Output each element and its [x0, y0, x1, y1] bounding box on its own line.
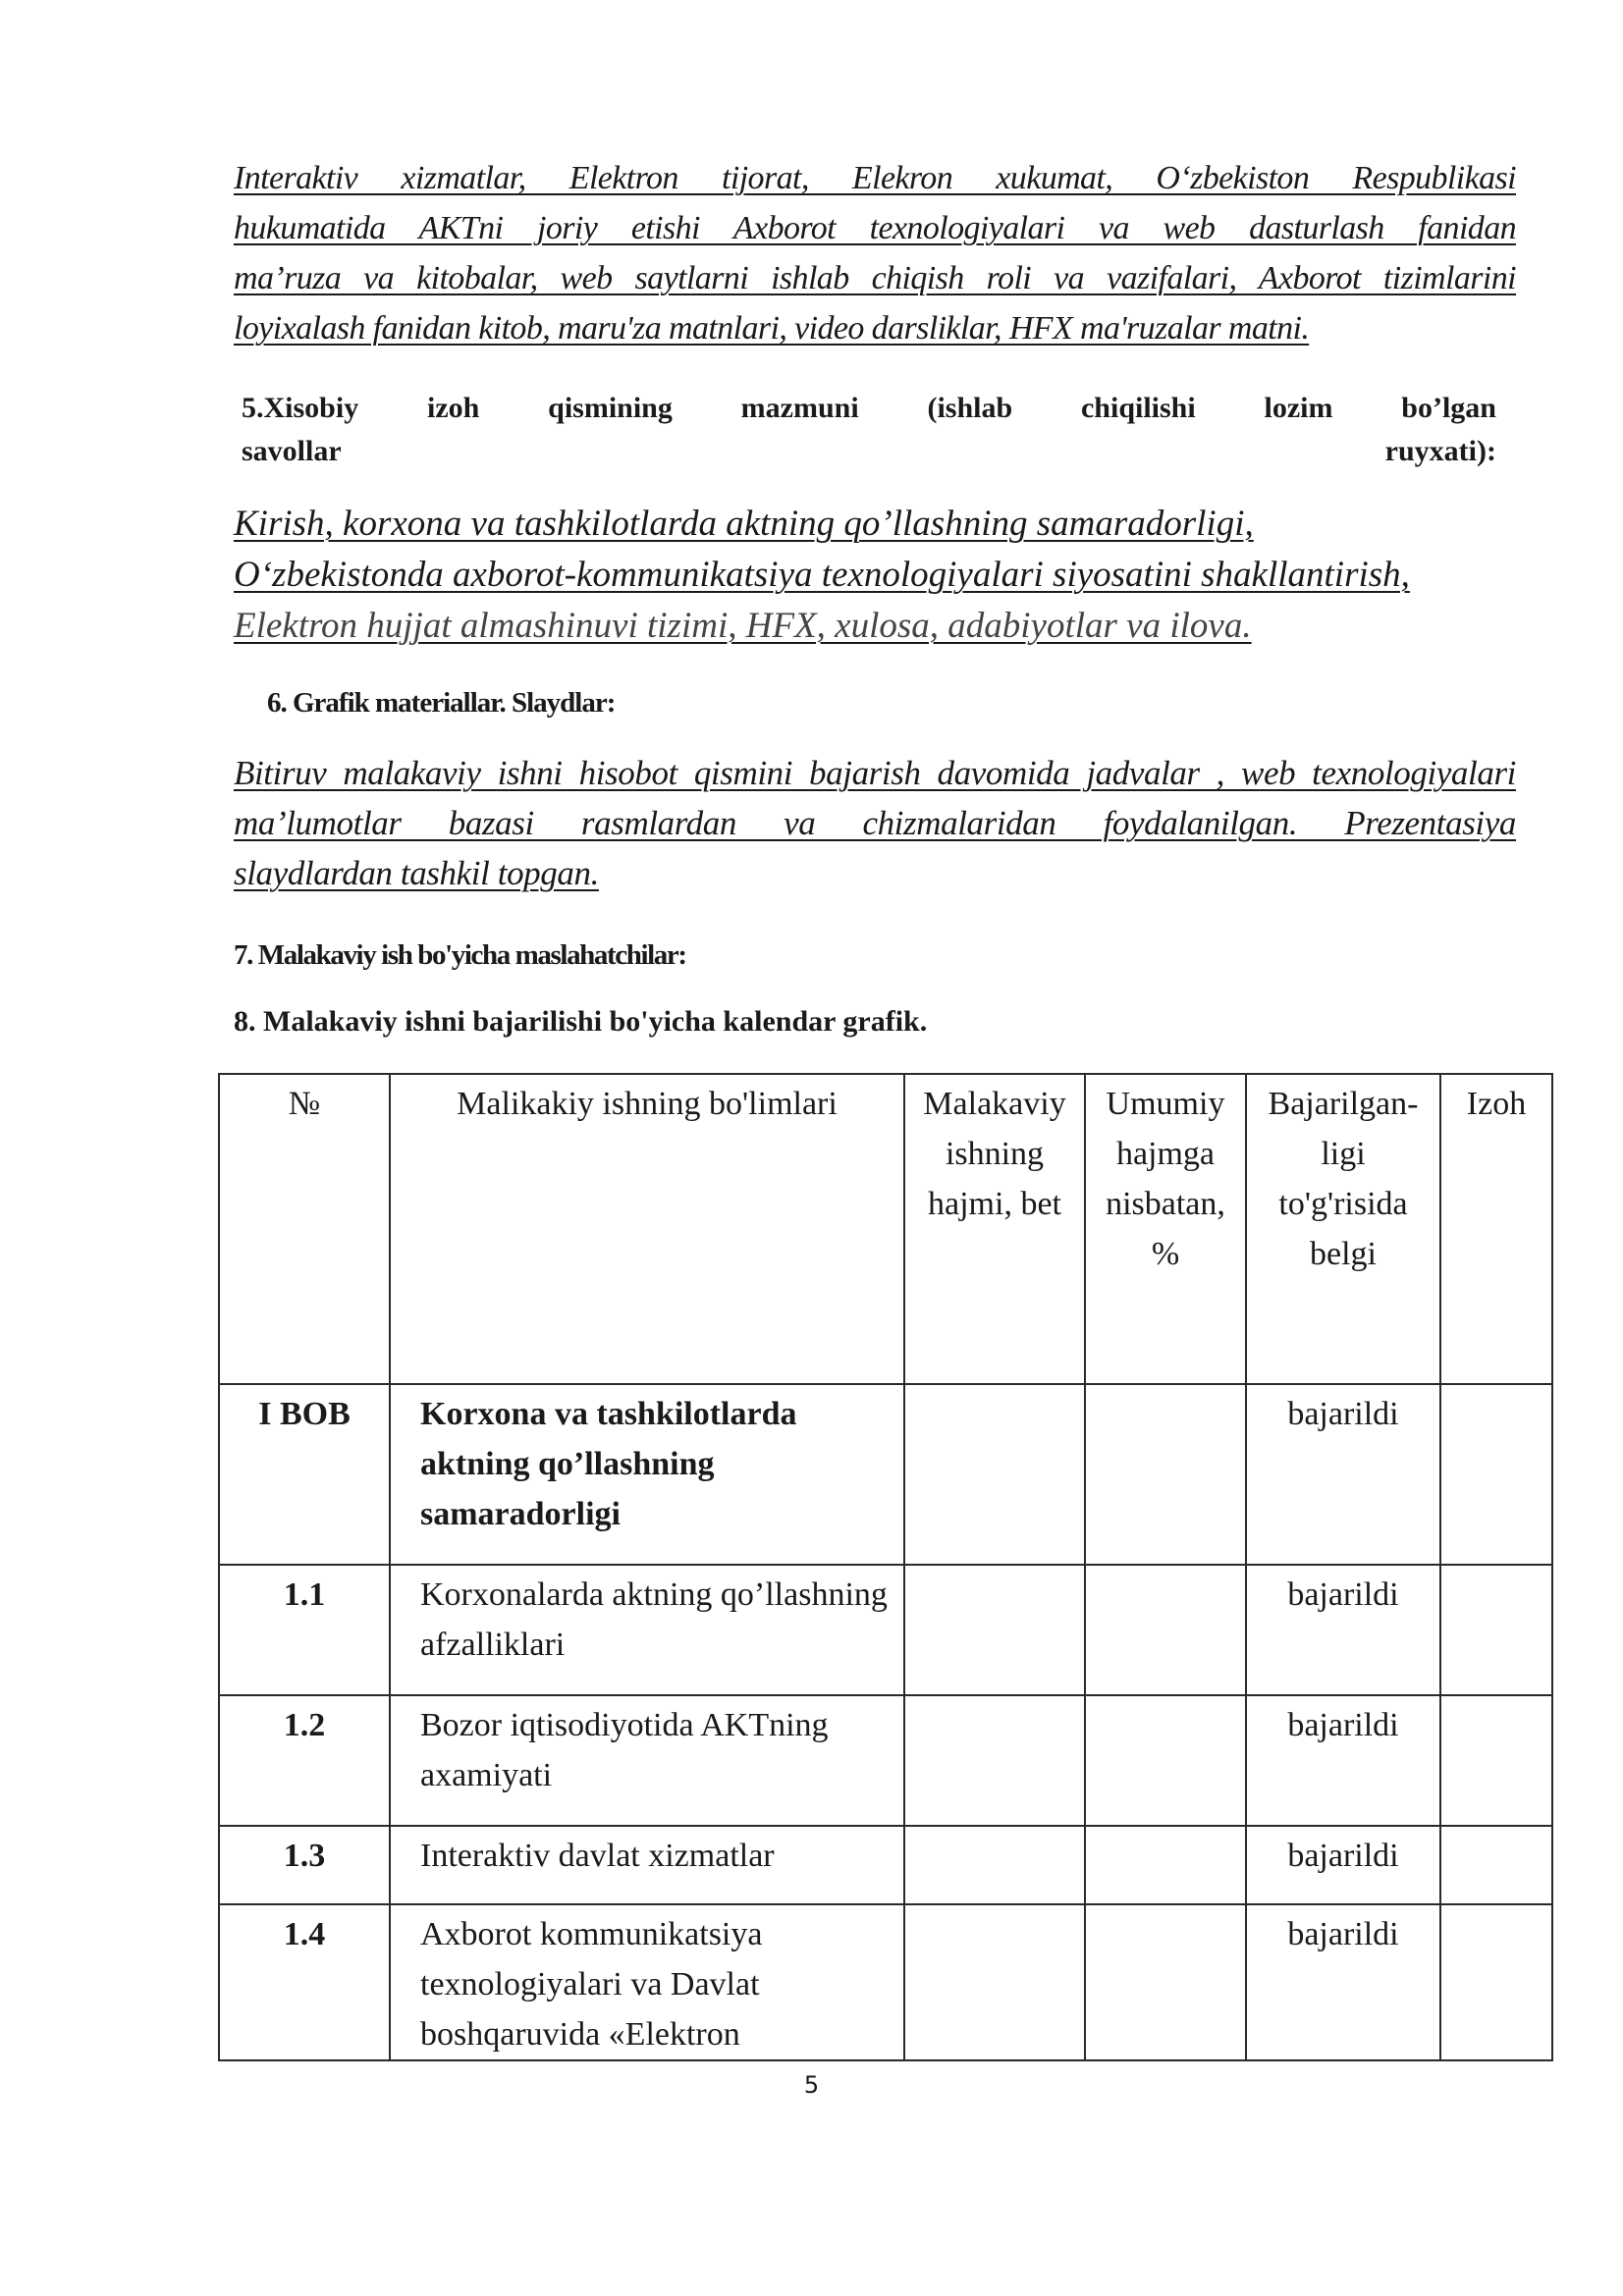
- row-title: Interaktiv davlat xizmatlar: [390, 1826, 904, 1904]
- row-number: 1.1: [219, 1565, 390, 1695]
- header-note: Izoh: [1440, 1074, 1552, 1384]
- row-number: I BOB: [219, 1384, 390, 1565]
- section-6-line-2: ma’lumotlar bazasi rasmlardan va chizmalaridan foydalanilgan. Prezentasiya: [234, 804, 1516, 842]
- literature-paragraph: [234, 153, 1516, 353]
- row-status: bajarildi: [1246, 1904, 1440, 2060]
- table-row: [219, 1565, 1552, 1695]
- section-7-heading: 7. Malakaviy ish bo'yicha maslahatchilar:: [234, 939, 686, 971]
- table-row: [219, 1826, 1552, 1904]
- table-row: [219, 1384, 1552, 1565]
- row-note: [1440, 1904, 1552, 2060]
- row-note: [1440, 1384, 1552, 1565]
- section-5-heading-line-1: 5.Xisobiy izoh qismining mazmuni (ishlab chiqilishi lozim bo’lgan: [242, 392, 1496, 424]
- calendar-table: [218, 1073, 1553, 2061]
- section-6-heading: 6. Grafik materiallar. Slaydlar:: [267, 687, 616, 719]
- section-6-line-3: slaydlardan tashkil topgan.: [234, 854, 599, 892]
- literature-line-3: ma’ruza va kitobalar, web saytlarni ishlab chiqish roli va vazifalari, Axborot tizimlarini: [234, 260, 1516, 296]
- row-percent: [1085, 1565, 1246, 1695]
- table-header-row: [219, 1074, 1552, 1384]
- section-5-line-1: Kirish, korxona va tashkilotlarda aktning qo’llashning samaradorligi,: [234, 504, 1254, 544]
- section-5-line-3: Elektron hujjat almashinuvi tizimi, HFX, xulosa, adabiyotlar va ilova.: [234, 606, 1252, 646]
- page-number: 5: [803, 2071, 820, 2099]
- row-percent: [1085, 1695, 1246, 1826]
- table-row: [219, 1904, 1552, 2060]
- row-status: bajarildi: [1246, 1384, 1440, 1565]
- row-volume: [904, 1384, 1085, 1565]
- row-title: Korxonalarda aktning qo’llashning afzalliklari: [390, 1565, 904, 1695]
- row-percent: [1085, 1826, 1246, 1904]
- row-status: bajarildi: [1246, 1826, 1440, 1904]
- literature-line-4: loyixalash fanidan kitob, maru'za matnlari, video darsliklar, HFX ma'ruzalar matni.: [234, 310, 1310, 347]
- row-title: Bozor iqtisodiyotida AKTning axamiyati: [390, 1695, 904, 1826]
- row-note: [1440, 1695, 1552, 1826]
- section-5-content: [234, 499, 1540, 652]
- literature-line-1: Interaktiv xizmatlar, Elektron tijorat, Elekron xukumat, O‘zbekiston Respublikasi: [234, 160, 1516, 196]
- row-number: 1.4: [219, 1904, 390, 2060]
- row-status: bajarildi: [1246, 1695, 1440, 1826]
- row-status: bajarildi: [1246, 1565, 1440, 1695]
- row-note: [1440, 1565, 1552, 1695]
- row-title: Axborot kommunikatsiya texnologiyalari va Davlat boshqaruvida «Elektron: [390, 1904, 904, 2060]
- header-done: Bajarilgan-ligi to'g'risida belgi: [1246, 1074, 1440, 1384]
- header-number: №: [219, 1074, 390, 1384]
- header-percent: Umumiy hajmga nisbatan, %: [1085, 1074, 1246, 1384]
- section-5-heading-line-2: savollar ruyxati):: [242, 435, 1496, 467]
- header-volume: Malakaviy ishning hajmi, bet: [904, 1074, 1085, 1384]
- section-6-line-1: Bitiruv malakaviy ishni hisobot qismini bajarish davomida jadvalar , web texnologiyalari: [234, 754, 1516, 792]
- table-row: [219, 1695, 1552, 1826]
- section-5-line-2: O‘zbekistonda axborot-kommunikatsiya texnologiyalari siyosatini shakllantirish,: [234, 555, 1410, 595]
- row-volume: [904, 1565, 1085, 1695]
- row-volume: [904, 1904, 1085, 2060]
- literature-line-2: hukumatida AKTni joriy etishi Axborot texnologiyalari va web dasturlash fanidan: [234, 210, 1516, 246]
- section-8-heading: 8. Malakaviy ishni bajarilishi bo'yicha kalendar grafik.: [234, 1005, 928, 1038]
- row-note: [1440, 1826, 1552, 1904]
- row-number: 1.2: [219, 1695, 390, 1826]
- section-6-content: [234, 748, 1516, 898]
- row-volume: [904, 1826, 1085, 1904]
- row-number: 1.3: [219, 1826, 390, 1904]
- row-volume: [904, 1695, 1085, 1826]
- row-title: Korxona va tashkilotlarda aktning qo’llashning samaradorligi: [390, 1384, 904, 1565]
- header-sections: Malikakiy ishning bo'limlari: [390, 1074, 904, 1384]
- section-5-heading: [242, 387, 1496, 473]
- row-percent: [1085, 1384, 1246, 1565]
- row-percent: [1085, 1904, 1246, 2060]
